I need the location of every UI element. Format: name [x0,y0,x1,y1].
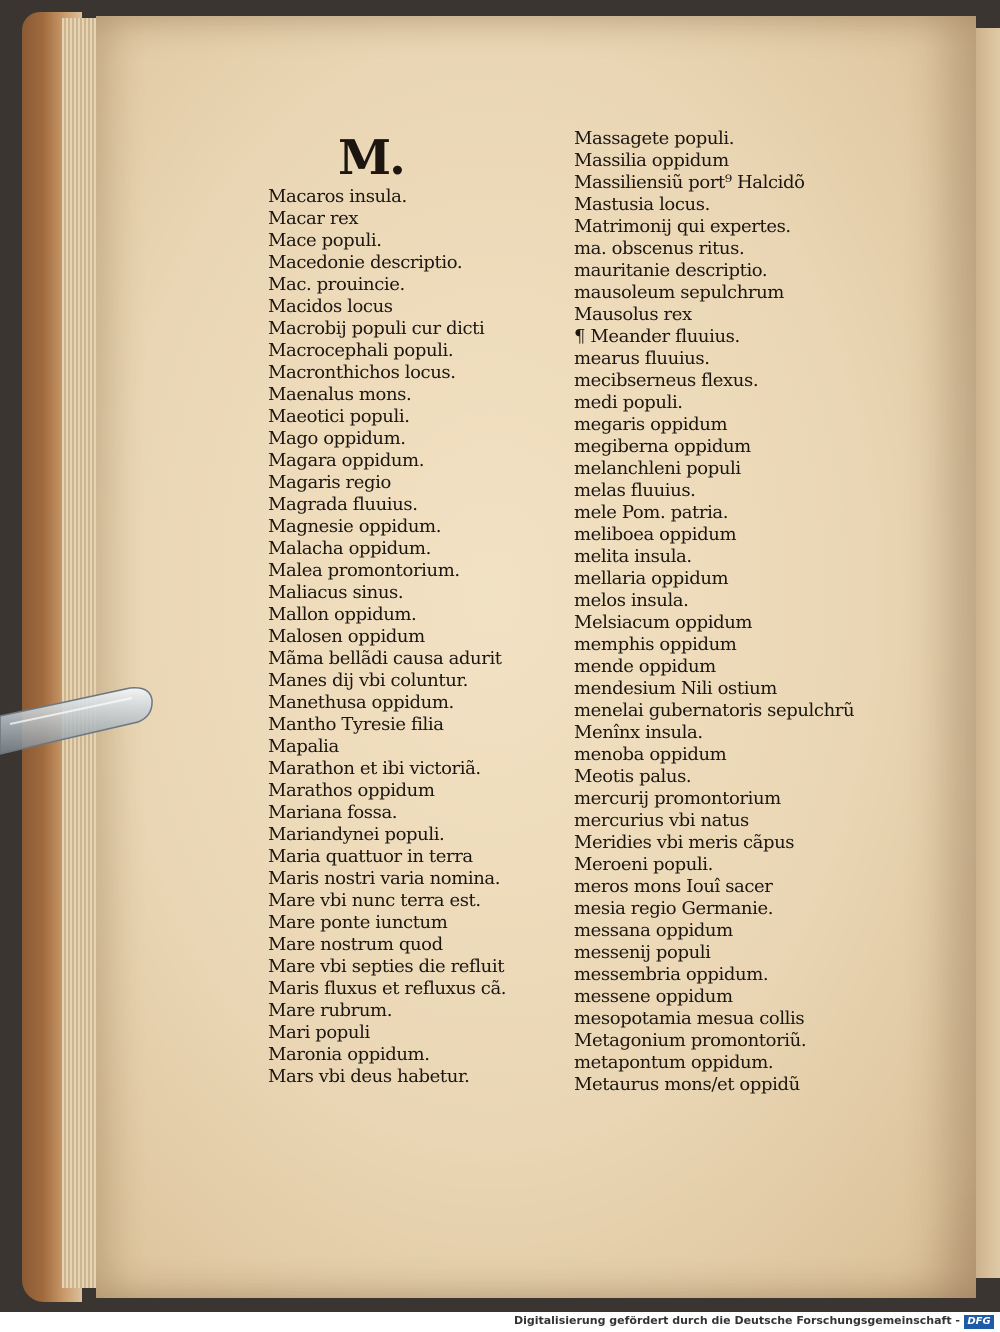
index-entry: Macar rex [268,208,359,229]
index-entry: Maenalus mons. [268,384,412,405]
index-entry: mendesium Nili ostium [574,678,777,699]
index-entry: Manes dij vbi coluntur. [268,670,468,691]
index-entry: Mac. prouincie. [268,274,405,295]
index-entry: Mausolus rex [574,304,692,325]
index-entry: Mago oppidum. [268,428,406,449]
index-entry: Massiliensiũ port⁹ Halcidõ [574,172,805,193]
index-entry: mausoleum sepulchrum [574,282,784,303]
index-entry: Manethusa oppidum. [268,692,454,713]
index-entry: Mace populi. [268,230,382,251]
index-entry: meliboea oppidum [574,524,737,545]
index-entry: mende oppidum [574,656,716,677]
index-entry: Marathon et ibi victoriã. [268,758,481,779]
index-entry: Malosen oppidum [268,626,425,647]
index-entry: Meroeni populi. [574,854,713,875]
index-entry: messembria oppidum. [574,964,769,985]
index-entry: Malea promontorium. [268,560,460,581]
index-entry: Maria quattuor in terra [268,846,473,867]
index-entry: Mastusia locus. [574,194,710,215]
index-entry: mesia regio Germanie. [574,898,774,919]
index-entry: mercurius vbi natus [574,810,749,831]
index-entry: Meridies vbi meris cãpus [574,832,795,853]
index-entry: Massagete populi. [574,128,735,149]
index-entry: Mare vbi septies die refluit [268,956,505,977]
index-entry: Maliacus sinus. [268,582,404,603]
index-entry: ¶ Meander fluuius. [574,326,740,347]
index-entry: Magara oppidum. [268,450,425,471]
index-entry: metapontum oppidum. [574,1052,774,1073]
index-entry: melanchleni populi [574,458,741,479]
index-entry: Maeotici populi. [268,406,410,427]
index-entry: mercurij promontorium [574,788,781,809]
index-column-left [268,186,506,1088]
index-entry: messene oppidum [574,986,733,1007]
index-entry: Malacha oppidum. [268,538,431,559]
index-column-right [574,128,854,1096]
index-entry: Mallon oppidum. [268,604,417,625]
index-entry: mecibserneus flexus. [574,370,759,391]
index-entry: messana oppidum [574,920,733,941]
index-entry: Melsiacum oppidum [574,612,753,633]
index-entry: Metaurus mons/et oppidũ [574,1074,800,1095]
index-entry: Matrimonij qui expertes. [574,216,791,237]
index-entry: Mãma bellãdi causa adurit [268,648,502,669]
index-entry: melas fluuius. [574,480,696,501]
index-entry: Meotis palus. [574,766,692,787]
index-entry: messenij populi [574,942,711,963]
index-entry: Massilia oppidum [574,150,729,171]
index-entry: megiberna oppidum [574,436,751,457]
footer-bar [0,1312,1000,1332]
index-entry: Macedonie descriptio. [268,252,463,273]
index-entry: Macronthichos locus. [268,362,456,383]
index-entry: mele Pom. patria. [574,502,729,523]
index-entry: mauritanie descriptio. [574,260,768,281]
index-entry: Mantho Tyresie filia [268,714,444,735]
index-entry: meros mons Iouî sacer [574,876,773,897]
page-holder-clip [0,686,155,756]
index-entry: Menînx insula. [574,722,703,743]
index-entry: memphis oppidum [574,634,737,655]
index-entry: Maronia oppidum. [268,1044,430,1065]
funding-credit: Digitalisierung gefördert durch die Deutsche Forschungsgemeinschaft - [513,1314,960,1327]
index-entry: melita insula. [574,546,692,567]
index-entry: Magaris regio [268,472,391,493]
index-entry: Magrada fluuius. [268,494,418,515]
dfg-logo: DFG [964,1315,994,1329]
index-entry: Maris fluxus et refluxus cã. [268,978,507,999]
index-entry: Macrobij populi cur dicti [268,318,485,339]
index-entry: Mariandynei populi. [268,824,445,845]
index-entry: Macrocephali populi. [268,340,454,361]
index-entry: Maris nostri varia nomina. [268,868,501,889]
index-entry: mearus fluuius. [574,348,710,369]
index-entry: Mari populi [268,1022,370,1043]
index-entry: Metagonium promontoriũ. [574,1030,807,1051]
index-entry: Mare vbi nunc terra est. [268,890,481,911]
index-entry: melos insula. [574,590,689,611]
index-entry: medi populi. [574,392,683,413]
index-entry: Mapalia [268,736,339,757]
index-entry: Mare nostrum quod [268,934,443,955]
index-entry: ma. obscenus ritus. [574,238,745,259]
index-entry: Mariana fossa. [268,802,398,823]
index-entry: Mars vbi deus habetur. [268,1066,470,1087]
index-entry: Marathos oppidum [268,780,435,801]
index-entry: menoba oppidum [574,744,727,765]
index-entry: megaris oppidum [574,414,728,435]
index-entry: Mare ponte iunctum [268,912,448,933]
section-initial: M. [338,130,404,186]
index-entry: mesopotamia mesua collis [574,1008,805,1029]
index-entry: Magnesie oppidum. [268,516,442,537]
index-entry: mellaria oppidum [574,568,729,589]
index-entry: Macidos locus [268,296,393,317]
index-entry: menelai gubernatoris sepulchrũ [574,700,855,721]
index-entry: Mare rubrum. [268,1000,393,1021]
index-entry: Macaros insula. [268,186,407,207]
